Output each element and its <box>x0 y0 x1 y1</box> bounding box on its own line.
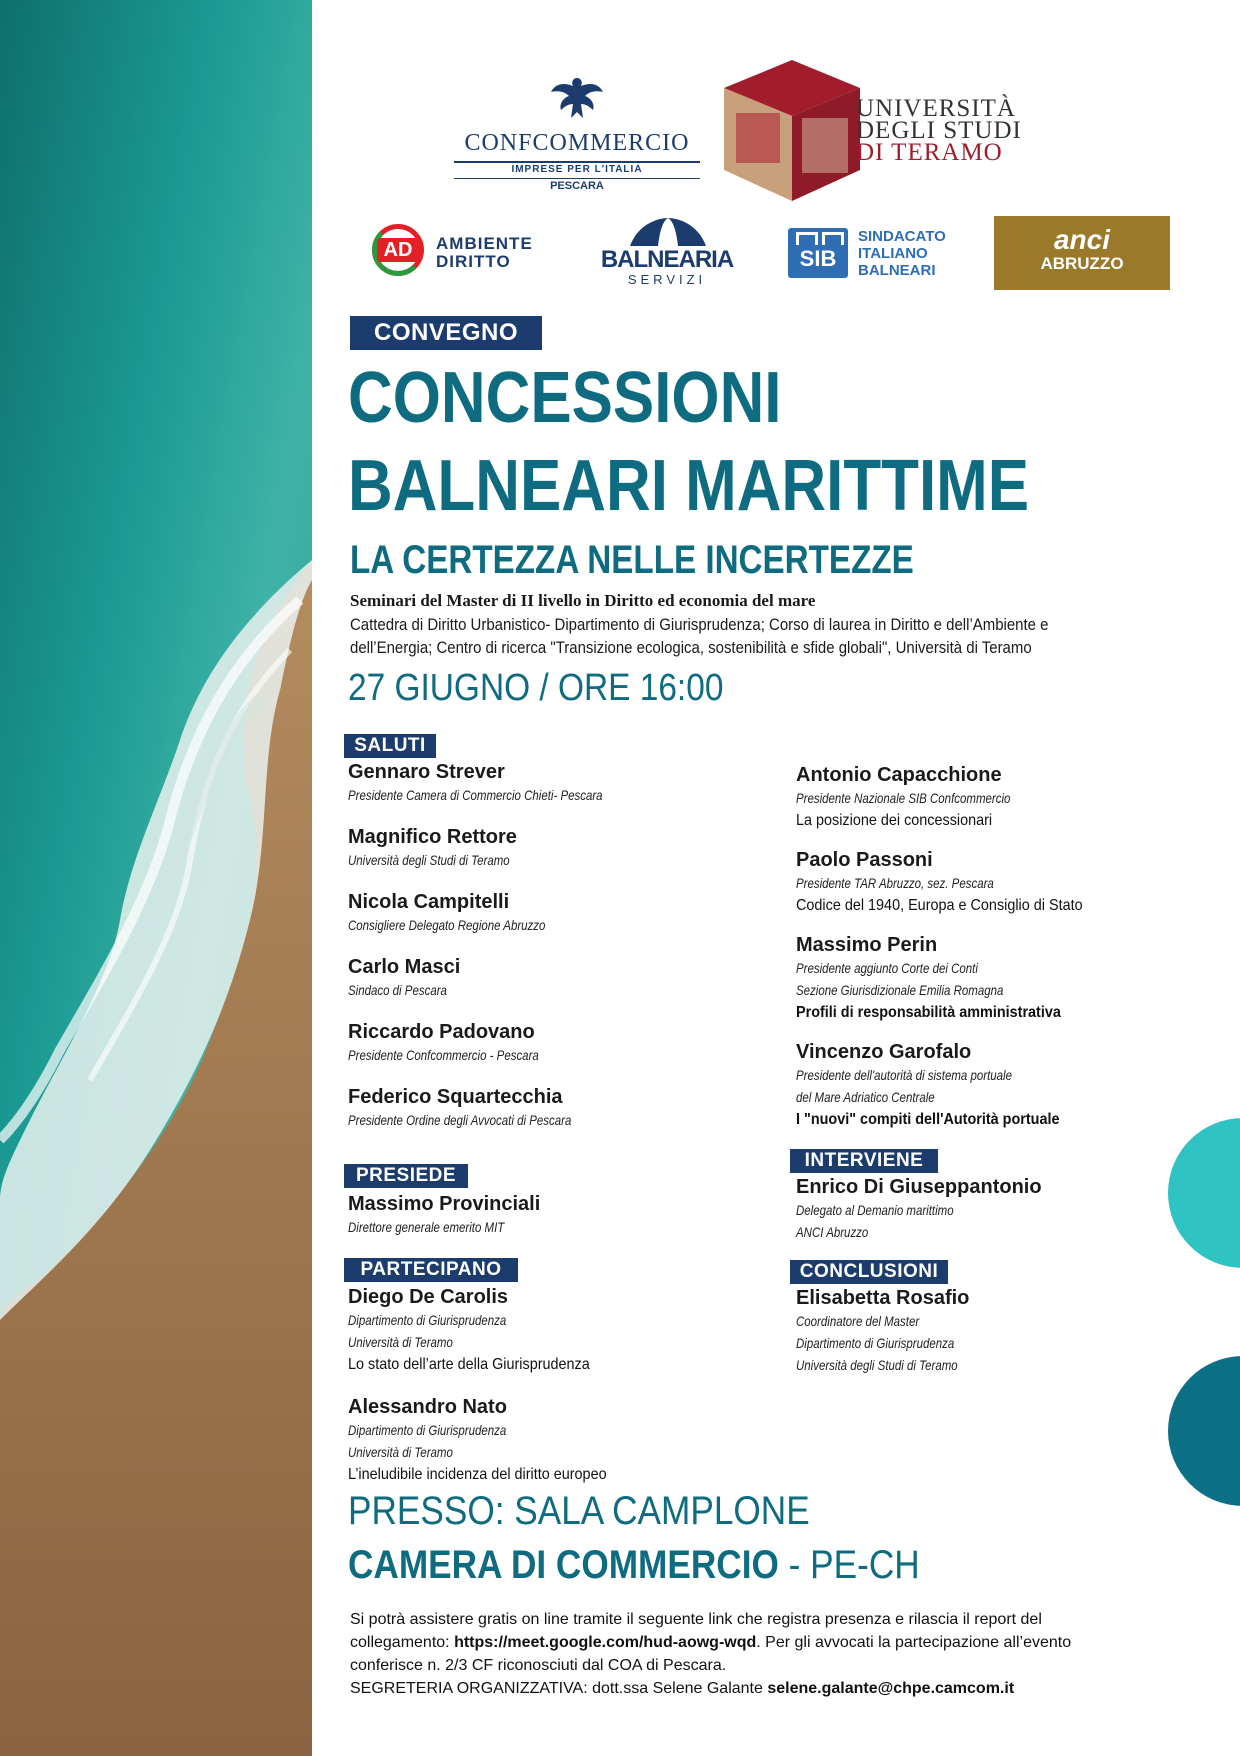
balnearia-line2: SERVIZI <box>627 272 707 287</box>
interviene-entry: Enrico Di Giuseppantonio Delegato al Demanio marittimo ANCI Abruzzo <box>796 1176 1042 1240</box>
conclusioni-entry: Elisabetta Rosafio Coordinatore del Master Dipartimento di Giurisprudenza Università degli Studi di Teramo <box>796 1287 970 1373</box>
university-line2: DEGLI STUDI <box>856 117 1022 144</box>
decor-circle-light <box>1168 1118 1240 1268</box>
list-item: Riccardo Padovano Presidente Confcommercio - Pescara <box>348 1021 539 1063</box>
meet-link[interactable]: https://meet.google.com/hud-aowg-wqd <box>454 1634 757 1651</box>
organizers-line1: Cattedra di Diritto Urbanistico- Dipartimento di Giurisprudenza; Corso di laurea in Diritto e dell’Ambiente e <box>350 615 1049 634</box>
anci-line1: anci <box>1053 224 1111 255</box>
eagle-icon <box>549 72 605 124</box>
venue-city: - PE-CH <box>778 1543 920 1587</box>
section-saluti: SALUTI <box>344 734 436 758</box>
footer-line4: SEGRETERIA ORGANIZZATIVA: dott.ssa Selene Galante selene.galante@chpe.camcom.it <box>350 1680 1015 1697</box>
sib-line2: ITALIANO <box>858 245 928 262</box>
ambiente-line1: AMBIENTE <box>436 234 533 253</box>
sib-mark: SIB <box>799 246 837 271</box>
ad-badge-icon <box>372 224 424 276</box>
sib-badge-icon <box>788 228 848 278</box>
confcommercio-city: PESCARA <box>550 180 604 192</box>
footer <box>350 1608 1071 1700</box>
list-item: Federico Squartecchia Presidente Ordine degli Avvocati di Pescara <box>348 1086 572 1128</box>
sib-line1: SINDACATO <box>858 228 946 245</box>
university-line1: UNIVERSITÀ <box>856 95 1016 122</box>
confcommercio-logo <box>452 68 702 193</box>
footer-line2: collegamento: https://meet.google.com/hud-aowg-wqd. Per gli avvocati la partecipazione all’evento <box>350 1634 1072 1651</box>
balnearia-line1: BALNEARIA <box>600 246 734 273</box>
university-line3: DI TERAMO <box>856 139 1003 166</box>
cube-icon <box>722 58 862 203</box>
seminar-line: Seminari del Master di II livello in Diritto ed economia del mare <box>350 591 816 610</box>
list-item: Antonio Capacchione Presidente Nazionale SIB Confcommercio La posizione dei concessionari <box>796 764 1011 829</box>
section-presiede: PRESIEDE <box>344 1164 468 1188</box>
footer-line1: Si potrà assistere gratis on line tramite il seguente link che registra presenza e rilascia il report del <box>350 1611 1042 1628</box>
list-item: Paolo Passoni Presidente TAR Abruzzo, sez. Pescara Codice del 1940, Europa e Consiglio di Stato <box>796 849 1083 914</box>
list-item: Nicola Campitelli Consigliere Delegato Regione Abruzzo <box>348 891 546 933</box>
venue-line1: PRESSO: SALA CAMPLONE <box>348 1489 810 1533</box>
presiede-entry: Massimo Provinciali Direttore generale emerito MIT <box>348 1193 541 1235</box>
anci-line2: ABRUZZO <box>1040 254 1124 273</box>
ad-mark: AD <box>377 238 419 262</box>
umbrella-icon <box>628 218 708 248</box>
section-interviene: INTERVIENE <box>790 1149 938 1173</box>
footer-line3: conferisce n. 2/3 CF riconosciuti dal COA di Pescara. <box>350 1657 727 1674</box>
title-line1: CONCESSIONI <box>348 358 782 438</box>
list-item: Gennaro Strever Presidente Camera di Commercio Chieti- Pescara <box>348 761 603 803</box>
ambiente-diritto-logo <box>370 220 540 286</box>
decor-circle-dark <box>1168 1356 1240 1506</box>
balnearia-logo <box>592 216 742 290</box>
venue-building: CAMERA DI COMMERCIO <box>348 1543 779 1587</box>
list-item: Massimo Perin Presidente aggiunto Corte dei Conti Sezione Giurisdizionale Emilia Romagna Profili di responsabilità amministrativa <box>796 934 1061 1021</box>
contact-email[interactable]: selene.galante@chpe.camcom.it <box>767 1680 1015 1697</box>
confcommercio-name: CONFCOMMERCIO <box>464 130 690 156</box>
convegno-badge: CONVEGNO <box>350 316 542 350</box>
list-item: Magnifico Rettore Università degli Studi di Teramo <box>348 826 517 868</box>
university-logo <box>722 58 1042 203</box>
confcommercio-tagline: IMPRESE PER L'ITALIA <box>511 164 643 175</box>
subtitle: LA CERTEZZA NELLE INCERTEZZE <box>350 538 914 582</box>
confcommercio-divider <box>454 161 700 163</box>
list-item: Vincenzo Garofalo Presidente dell'autorità di sistema portuale del Mare Adriatico Centrale I "nuovi" compiti dell'Autorità portuale <box>796 1041 1060 1128</box>
section-partecipano: PARTECIPANO <box>344 1258 518 1282</box>
organizers-line2: dell’Energia; Centro di ricerca "Transizione ecologica, sostenibilità e sfide globali", Università di Teramo <box>350 638 1032 657</box>
confcommercio-divider-2 <box>454 178 700 179</box>
list-item: Diego De Carolis Dipartimento di Giurisprudenza Università di Teramo Lo stato dell’arte della Giurisprudenza <box>348 1286 590 1373</box>
list-item: Carlo Masci Sindaco di Pescara <box>348 956 461 998</box>
anci-logo <box>994 216 1170 290</box>
sib-logo <box>788 222 968 282</box>
event-date: 27 GIUGNO / ORE 16:00 <box>348 667 724 709</box>
venue-line2 <box>348 1540 920 1590</box>
list-item: Alessandro Nato Dipartimento di Giurisprudenza Università di Teramo L’ineludibile incidenza del diritto europeo <box>348 1396 607 1483</box>
beach-photo <box>0 0 312 1756</box>
sib-line3: BALNEARI <box>858 262 936 279</box>
section-conclusioni: CONCLUSIONI <box>790 1260 948 1284</box>
ambiente-line2: DIRITTO <box>436 252 511 271</box>
title-line2: BALNEARI MARITTIME <box>348 446 1030 526</box>
